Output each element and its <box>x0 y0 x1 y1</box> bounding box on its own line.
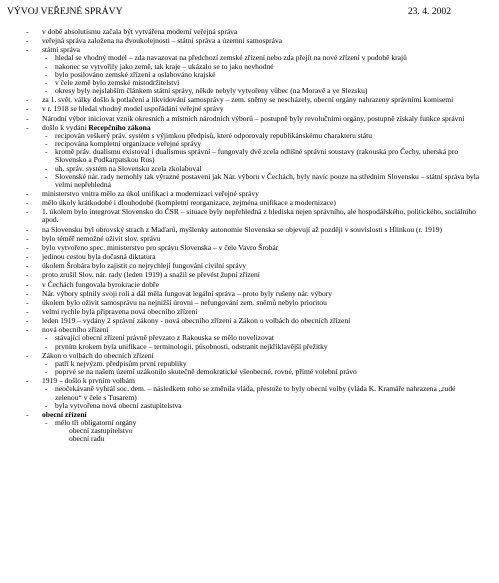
outline-item-text: obecní zastupitelstvo <box>69 426 133 436</box>
bullet-dash: - <box>45 139 48 149</box>
outline-item-text: velmi rychle byla připravena nová obecního zřízení <box>42 307 198 316</box>
bullet-dash: - <box>45 86 48 96</box>
outline-item-text: kromě práv. dualismu existoval i dualismus správní – fungovaly dvě zcela odlišné správní soustavy (rakouská pro Čechy, uherská pro Slovensko a Podkarpatskou Rus) <box>55 147 459 165</box>
outline-item-text: Slovenské nár. rady nemohly tak výrazné postavení jak Nár. výboru v Čechách, byly navíc pouze na středním Slovensku – státní správa byla velmi nepřehledná <box>55 171 480 189</box>
outline-item-text: na Slovensku byl obrovský strach z Maďarů, myšlenky autonomie Slovenska se objevují až později v souvislosti s Hlinkou (r. 1919) <box>42 224 442 234</box>
outline-item-text: nakonec se vytvořily jako země, tak kraje – ukázalo se to jako nevhodné <box>55 61 274 71</box>
outline-item-text: v době absolutismu začala být vytvářena moderní veřejná správa <box>42 27 238 36</box>
outline-item-text: hledal se vhodný model – zda navazovat na předchozí zemské zřízení nebo zda přejít na nové zřízení v podobě krajů <box>55 53 407 63</box>
outline-item-text: byla vytvořena nová obecní zastupitelstva <box>55 400 182 410</box>
bullet-dash: - <box>45 53 48 63</box>
outline-item <box>0 308 499 316</box>
outline-item-text: neočekávaně vyhrál soc. dem. – následkem toho se změnila vláda, přestože to byly obecní volby (vláda K. Kramáře nahrazena „rudé zelenou“ v čele s Tusarem) <box>55 384 456 402</box>
outline-list <box>0 27 499 444</box>
bullet-dash: - <box>45 400 48 410</box>
outline-item-text: nová obecního zřízení <box>42 325 109 335</box>
bullet-dash: - <box>45 163 48 173</box>
bullet-dash: - <box>26 242 29 252</box>
outline-item-text: prvním krokem byla unifikace – terminologii, působnosti, odstranit nejkřiklavější přežitky <box>55 341 328 351</box>
outline-item-text: úkolem bylo oživit samosprávu na nejnižší úrovni – nefungování zem. sněmů nebylo prioritou <box>42 297 327 307</box>
bullet-dash: - <box>26 261 29 271</box>
outline-item-text: recipována kompletní organizace veřejné správy <box>55 139 202 149</box>
bullet-dash: - <box>26 325 29 335</box>
outline-item-text: Nár. výbory splnily svoji roli a dál měla fungovat legální správa – proto byly rušeny nár. výbory <box>42 288 333 298</box>
outline-item-text: v Čechách fungovala byrokracie dobře <box>42 279 159 289</box>
outline-item <box>0 343 499 351</box>
outline-item <box>0 115 499 123</box>
outline-item <box>0 368 499 376</box>
outline-item <box>0 28 499 36</box>
outline-item <box>0 317 499 325</box>
bullet-dash: - <box>26 307 29 316</box>
document-date: 23. 4. 2002 <box>407 6 451 17</box>
outline-item <box>0 87 499 95</box>
outline-item-text: bylo téměř nemožné oživit slov. správu <box>42 233 161 243</box>
bullet-dash: - <box>45 69 48 79</box>
outline-item <box>0 208 499 224</box>
bullet-dash: - <box>26 316 29 326</box>
bullet-dash: - <box>26 288 29 298</box>
bullet-dash: - <box>45 61 48 71</box>
document-header <box>7 6 491 20</box>
bullet-dash: - <box>45 130 48 140</box>
outline-item-text: leden 1919 – vydány 2 správní zákony - nová obecního zřízení a Zákon o volbách do obecních zřízení <box>42 316 351 326</box>
bullet-dash: - <box>45 384 48 394</box>
bullet-dash: - <box>45 358 48 368</box>
bullet-dash: - <box>26 122 29 132</box>
bullet-dash: - <box>45 341 48 351</box>
bullet-dash: - <box>26 188 29 198</box>
outline-item-text: úkolem Šrobára bylo zajistit co nejrychlejí fungování civilní správy <box>42 261 247 271</box>
outline-item-text: jedinou cestou byla dočasná diktatura <box>42 252 156 262</box>
outline-item <box>0 253 499 261</box>
outline-item <box>0 226 499 234</box>
outline-item-text: poprvé se na našem území uzákonilo skutečně demokratické všeobecné, rovné, přímé volební právo <box>55 367 357 377</box>
outline-item <box>0 105 499 113</box>
outline-item-text: Národní výbor iniciovat vznik okresních a místních národních výborů – postupně byly revolučními orgány, postupně získaly funkce správní <box>42 113 465 123</box>
outline-item-text: bylo posilováno zemské zřízení a oslabováno krajské <box>55 69 216 79</box>
outline-item <box>0 37 499 45</box>
outline-item-text: obecní radu <box>69 434 105 444</box>
outline-item-text: došlo k vydání Recepčního zákona <box>42 122 151 132</box>
outline-item-text: mělo úkoly krátkodobé i dlouhodobé (kompletní reorganizace, zejména unifikace a modernizace) <box>42 198 336 208</box>
outline-item <box>0 148 499 164</box>
outline-item <box>0 262 499 270</box>
bullet-dash: - <box>26 104 29 114</box>
bullet-dash: - <box>26 224 29 234</box>
bullet-dash: - <box>26 36 29 46</box>
outline-item <box>0 96 499 104</box>
outline-item-text: za 1. svět. války došlo k potlačení a likvidování samosprávy – zem. sněmy se nescházely, obecní orgány nahrazeny správními komisemi <box>42 95 454 105</box>
bullet-dash: - <box>26 279 29 289</box>
document-title: VÝVOJ VEŘEJNÉ SPRÁVY <box>7 6 123 17</box>
outline-item-text: státní správa <box>42 45 80 55</box>
outline-item-text: okresy byly nejslabším článkem státní správy, někde nebyly vytvořeny vůbec (na Moravě a ve Slezsku) <box>55 86 368 96</box>
outline-item <box>0 385 499 401</box>
outline-item-text: bylo vytvořeno spec. ministerstvo pro správu Slovenska – v čele Vavro Šrobár <box>42 242 279 252</box>
bullet-dash: - <box>26 27 29 36</box>
outline-item <box>0 244 499 252</box>
bullet-dash: - <box>45 333 48 343</box>
outline-item-text: patří k nejvýzm. předpisům první republiky <box>55 358 187 368</box>
bullet-dash: - <box>45 367 48 377</box>
bullet-dash: - <box>26 233 29 243</box>
outline-item-text: 1. úkolem bylo integrovat Slovensko do ČSR – situace byly nepřehledná z hlediska nejen správního, ale hospodářského, politického, sociálního apod. <box>42 207 476 225</box>
outline-item-text: v r. 1918 se hledal vhodný model uspořádání veřejné správy <box>42 104 224 114</box>
outline-item <box>0 235 499 243</box>
bullet-dash: - <box>26 270 29 280</box>
outline-item-text: stávající obecní zřízení právně převzato z Rakouska se mělo novelizovat <box>55 333 274 343</box>
outline-item-text: Zákon o volbách do obecních zřízení <box>42 350 154 360</box>
bullet-dash: - <box>26 297 29 307</box>
outline-item <box>0 290 499 298</box>
bullet-dash: - <box>26 113 29 123</box>
bullet-dash: - <box>26 45 29 55</box>
outline-item <box>0 402 499 410</box>
bullet-dash: - <box>26 350 29 360</box>
bullet-dash: - <box>45 418 48 428</box>
bullet-dash: - <box>26 198 29 208</box>
bullet-dash: - <box>45 147 48 157</box>
outline-item-text: proto zrušil Slov. nár. rady (leden 1919) a snažil se převést župní zřízení <box>42 270 260 280</box>
outline-item-text: v čele země bylo zemské místodržitelství <box>55 77 180 87</box>
bullet-dash: - <box>26 252 29 262</box>
bullet-dash: - <box>26 207 29 217</box>
outline-item <box>0 435 499 443</box>
bullet-dash: - <box>45 171 48 181</box>
outline-item-text: recipován veškerý práv. systém s výjimkou předpisů, které odporovaly republikánskému charakteru státu <box>55 130 373 140</box>
bullet-dash: - <box>26 376 29 386</box>
outline-item <box>0 281 499 289</box>
outline-item <box>0 271 499 279</box>
outline-item-text: ministerstvo vnitra mělo za úkol unifikaci a modernizaci veřejné správy <box>42 188 259 198</box>
outline-item-text: mělo tři obligatorní orgány <box>55 418 137 428</box>
bullet-dash: - <box>26 95 29 105</box>
bullet-dash: - <box>26 409 29 419</box>
outline-item-text: 1919 – došlo k prvním volbám <box>42 376 135 386</box>
outline-item-text: uh. správ. systém na Slovensku zcela zkolaboval <box>55 163 202 173</box>
outline-item-text: obecní zřízení <box>42 409 87 419</box>
outline-item-text: veřejná správa založena na dvoukolejnosti – státní správa a územní samospráva <box>42 36 283 46</box>
outline-item <box>0 190 499 198</box>
outline-item <box>0 299 499 307</box>
bullet-dash: - <box>45 77 48 87</box>
outline-item <box>0 173 499 189</box>
